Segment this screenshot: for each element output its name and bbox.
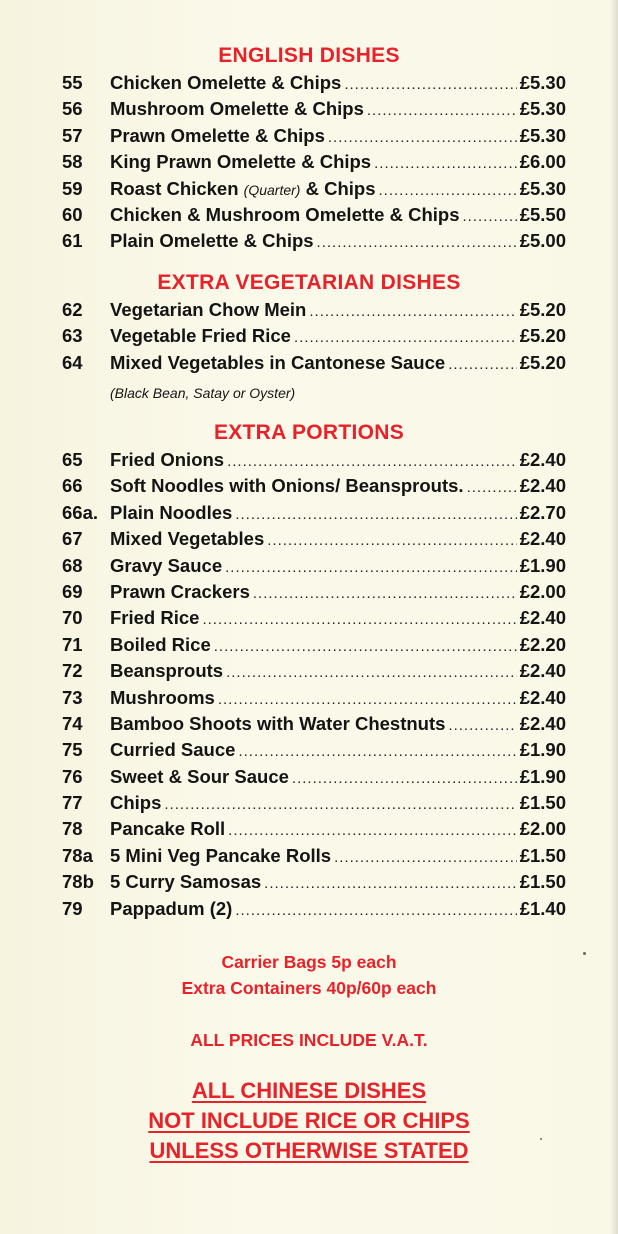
item-number: 58 <box>62 151 83 173</box>
item-number: 78a <box>62 844 93 866</box>
item-number: 60 <box>62 203 83 225</box>
item-price: £5.30 <box>519 98 566 120</box>
item-price: £2.40 <box>519 528 566 550</box>
menu-item-row <box>62 792 566 818</box>
item-name-text: Mushrooms <box>110 686 215 708</box>
item-name-text: Pancake Roll <box>110 818 226 840</box>
item-name-text: Gravy Sauce <box>110 554 223 576</box>
item-number: 67 <box>62 528 83 550</box>
item-price: £2.40 <box>519 475 566 497</box>
item-name <box>110 818 225 840</box>
item-name-text: Sweet & Sour Sauce <box>110 765 289 787</box>
item-name-text: Curried Sauce <box>110 739 236 761</box>
item-number: 78 <box>62 818 83 840</box>
item-price: £2.40 <box>519 660 566 682</box>
item-name <box>110 151 371 173</box>
item-price: £2.70 <box>519 501 566 523</box>
item-price: £2.00 <box>519 818 566 840</box>
item-name <box>110 660 223 682</box>
notice-line-1: ALL CHINESE DISHES <box>191 1078 427 1103</box>
item-name <box>110 845 331 867</box>
menu-item-row <box>62 555 566 581</box>
item-price: £5.20 <box>519 351 566 373</box>
item-price: £2.40 <box>519 712 566 734</box>
menu-item-row <box>62 818 566 844</box>
dot-leader <box>292 770 517 787</box>
item-name <box>110 475 464 497</box>
item-price: £2.20 <box>519 633 566 655</box>
item-name-text: Plain Omelette & Chips <box>110 230 314 252</box>
menu-item-row <box>62 230 566 256</box>
item-number: 69 <box>62 580 83 602</box>
dot-leader <box>238 743 516 760</box>
item-price: £5.20 <box>519 325 566 347</box>
dot-leader <box>374 155 517 172</box>
menu-item-row <box>62 766 566 792</box>
menu-item-row <box>62 72 566 98</box>
item-name <box>110 299 306 321</box>
menu-item-row <box>62 713 566 739</box>
item-price: £2.00 <box>519 580 566 602</box>
item-name-text: Chicken Omelette & Chips <box>110 72 342 93</box>
dot-leader <box>309 303 516 320</box>
dot-leader <box>214 638 517 655</box>
item-name <box>110 687 215 709</box>
carrier-bags-note: Carrier Bags 5p each <box>221 952 397 972</box>
menu-item-row <box>62 660 566 686</box>
item-price: £6.00 <box>519 151 566 173</box>
item-name-text: Vegetable Fried Rice <box>110 325 291 347</box>
dot-leader <box>328 129 517 146</box>
dot-leader <box>235 902 516 919</box>
item-name <box>110 607 199 629</box>
menu-item-row <box>62 475 566 501</box>
item-number: 65 <box>62 449 83 470</box>
item-price: £2.40 <box>519 449 566 470</box>
item-name-text: King Prawn Omelette & Chips <box>110 151 372 173</box>
item-number: 73 <box>62 686 83 708</box>
dot-leader <box>253 585 517 602</box>
item-price: £5.30 <box>519 72 566 93</box>
vat-note: ALL PRICES INCLUDE V.A.T. <box>190 1030 428 1050</box>
menu-item-row <box>62 634 566 660</box>
item-price: £5.30 <box>519 177 566 199</box>
item-price: £5.20 <box>519 299 566 320</box>
item-name <box>110 449 224 471</box>
item-name <box>110 178 375 200</box>
item-price: £2.40 <box>519 686 566 708</box>
item-number: 78b <box>62 871 94 893</box>
section-extra-portions <box>62 449 566 924</box>
item-name-qualifier: (Quarter) <box>243 181 301 198</box>
item-name <box>110 528 264 550</box>
menu-item-row <box>62 98 566 124</box>
item-name <box>110 766 289 788</box>
item-price: £5.00 <box>519 230 566 252</box>
item-name-text: Bamboo Shoots with Water Chestnuts <box>110 712 446 734</box>
item-name <box>110 792 161 814</box>
item-price: £5.50 <box>519 203 566 225</box>
menu-item-row <box>62 125 566 151</box>
dot-leader <box>367 102 517 119</box>
item-name <box>110 325 291 347</box>
item-name-text: Plain Noodles <box>110 501 233 523</box>
item-name-text: Fried Onions <box>110 449 225 470</box>
dot-leader <box>448 717 516 734</box>
item-number: 66a. <box>62 501 99 523</box>
item-name <box>110 898 232 920</box>
item-price: £1.40 <box>519 897 566 919</box>
item-number: 55 <box>62 72 83 93</box>
menu-item-row <box>62 845 566 871</box>
dot-leader <box>225 559 517 576</box>
item-number: 71 <box>62 633 83 655</box>
dot-leader <box>226 664 517 681</box>
menu-item-row <box>62 502 566 528</box>
item-name <box>110 230 314 252</box>
item-number: 75 <box>62 739 83 761</box>
dot-leader <box>228 822 517 839</box>
menu-item-row <box>62 607 566 633</box>
menu-item-row <box>62 898 566 924</box>
menu-item-row <box>62 449 566 475</box>
dot-leader <box>264 875 517 892</box>
menu-item-row <box>62 204 566 230</box>
heading-english-dishes: ENGLISH DISHES <box>218 44 400 67</box>
extra-containers-note: Extra Containers 40p/60p each <box>181 978 437 998</box>
dot-leader <box>235 506 516 523</box>
dot-leader <box>344 76 516 93</box>
paper-speck <box>583 952 586 955</box>
item-name-text: Boiled Rice <box>110 633 211 655</box>
dot-leader <box>378 182 516 199</box>
menu-item-row <box>62 528 566 554</box>
item-price: £1.50 <box>519 871 566 893</box>
dot-leader <box>294 329 517 346</box>
item-name-text: Prawn Omelette & Chips <box>110 124 325 146</box>
heading-extra-vegetarian-dishes: EXTRA VEGETARIAN DISHES <box>157 271 461 294</box>
item-name-text: Mushroom Omelette & Chips <box>110 98 364 120</box>
item-price: £1.90 <box>519 739 566 761</box>
dot-leader <box>463 208 517 225</box>
item-name <box>110 98 364 120</box>
item-name-text: Mixed Vegetables in Cantonese Sauce <box>110 351 446 373</box>
menu-item-row <box>62 687 566 713</box>
item-name <box>110 555 222 577</box>
item-number: 56 <box>62 98 83 120</box>
item-price: £1.50 <box>519 792 566 814</box>
item-number: 70 <box>62 607 83 629</box>
dot-leader <box>227 453 517 470</box>
item-name-text: Mixed Vegetables <box>110 528 265 550</box>
paper-speck <box>540 1138 542 1140</box>
notice-line-2: NOT INCLUDE RICE OR CHIPS <box>148 1108 470 1133</box>
item-name <box>110 502 232 524</box>
item-number: 62 <box>62 299 83 320</box>
item-number: 79 <box>62 897 83 919</box>
item-number: 68 <box>62 554 83 576</box>
item-name <box>110 125 325 147</box>
vegetarian-note-wrap <box>62 378 566 408</box>
item-number: 63 <box>62 325 83 347</box>
item-number: 66 <box>62 475 83 497</box>
item-number: 59 <box>62 177 83 199</box>
item-name <box>110 739 235 761</box>
menu-item-row <box>62 739 566 765</box>
item-number: 61 <box>62 230 83 252</box>
item-price: £1.90 <box>519 765 566 787</box>
item-number: 74 <box>62 712 83 734</box>
dot-leader <box>202 611 516 628</box>
item-number: 77 <box>62 792 83 814</box>
item-name-text: Roast Chicken <box>110 177 239 199</box>
menu-item-row <box>62 299 566 325</box>
dot-leader <box>164 796 516 813</box>
item-number: 57 <box>62 124 83 146</box>
dot-leader <box>317 234 517 251</box>
item-name <box>110 204 460 226</box>
item-name-text: Chips <box>110 792 162 814</box>
item-price: £1.50 <box>519 844 566 866</box>
dot-leader <box>267 532 516 549</box>
item-name-text: Soft Noodles with Onions/ Beansprouts. <box>110 475 464 497</box>
item-name-text: 5 Curry Samosas <box>110 871 262 893</box>
item-name-text: Chicken & Mushroom Omelette & Chips <box>110 203 460 225</box>
item-price: £1.90 <box>519 554 566 576</box>
item-name-text: Vegetarian Chow Mein <box>110 299 307 320</box>
item-name <box>110 72 341 94</box>
item-name-text: Prawn Crackers <box>110 580 250 602</box>
item-name <box>110 581 250 603</box>
section-english-dishes <box>62 72 566 257</box>
notice-line-3: UNLESS OTHERWISE STATED <box>149 1138 469 1163</box>
item-number: 72 <box>62 660 83 682</box>
item-name-text: Beansprouts <box>110 660 224 682</box>
menu-item-row <box>62 352 566 378</box>
item-name <box>110 352 445 374</box>
vegetarian-sauce-note: (Black Bean, Satay or Oyster) <box>110 385 296 401</box>
dot-leader <box>334 849 517 866</box>
dot-leader <box>467 479 517 496</box>
item-number: 76 <box>62 765 83 787</box>
item-name <box>110 713 445 735</box>
section-extra-vegetarian-dishes <box>62 299 566 378</box>
item-price: £5.30 <box>519 124 566 146</box>
item-name <box>110 634 211 656</box>
menu-item-row <box>62 581 566 607</box>
item-name <box>110 871 261 893</box>
dot-leader <box>218 691 517 708</box>
menu-item-row <box>62 871 566 897</box>
dot-leader <box>448 356 517 373</box>
menu-item-row <box>62 178 566 204</box>
item-number: 64 <box>62 351 83 373</box>
item-price: £2.40 <box>519 607 566 629</box>
item-name-text: Fried Rice <box>110 607 200 629</box>
heading-extra-portions: EXTRA PORTIONS <box>213 421 405 444</box>
menu-item-row <box>62 325 566 351</box>
item-name-text: 5 Mini Veg Pancake Rolls <box>110 844 332 866</box>
item-name-suffix: & Chips <box>305 177 376 199</box>
menu-item-row <box>62 151 566 177</box>
item-name-text: Pappadum (2) <box>110 897 233 919</box>
